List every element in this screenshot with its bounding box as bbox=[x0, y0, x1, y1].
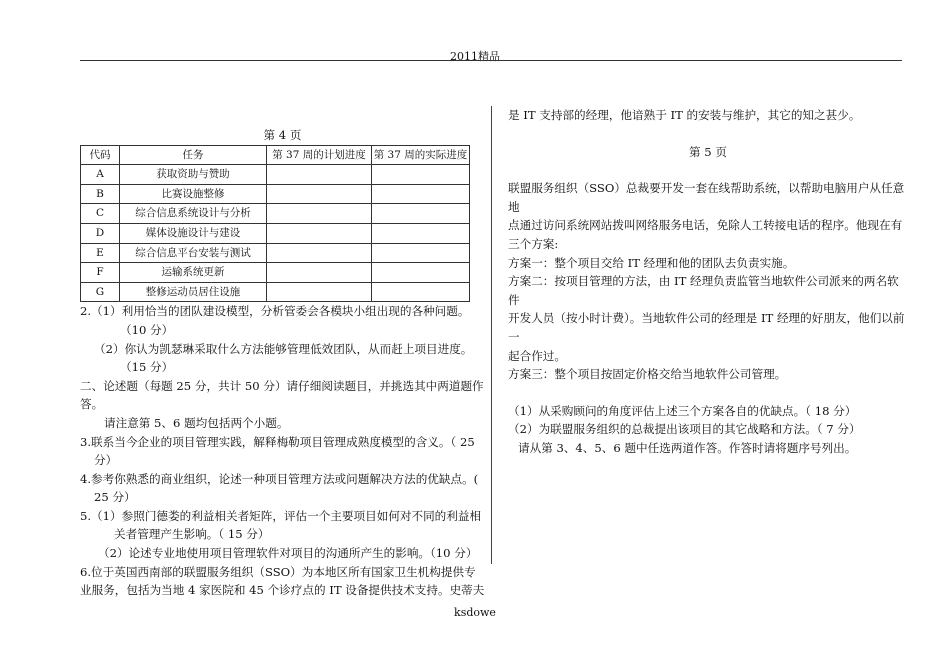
row-planned bbox=[267, 184, 372, 204]
row-planned bbox=[267, 204, 372, 224]
row-actual bbox=[372, 165, 470, 185]
row-task: 媒体设施设计与建设 bbox=[120, 223, 267, 243]
option-1: 方案一：整个项目交给 IT 经理和他的团队去负责实施。 bbox=[508, 255, 795, 270]
header-task: 任务 bbox=[120, 145, 267, 165]
question-2-1-score: （10 分） bbox=[120, 322, 174, 337]
column-divider bbox=[491, 106, 492, 564]
table-row bbox=[81, 165, 470, 185]
question-6-2: （2）为联盟服务组织的总裁提出该项目的其它战略和方法。（ 7 分） bbox=[508, 422, 861, 437]
page-footer: ksdowe bbox=[454, 606, 496, 619]
left-column bbox=[80, 126, 485, 600]
row-code: B bbox=[81, 184, 120, 204]
question-6-line-1: 6.位于英国西南部的联盟服务组织（SSO）为本地区所有国家卫生机构提供专 bbox=[80, 564, 476, 579]
row-task: 比赛设施整修 bbox=[120, 184, 267, 204]
row-planned bbox=[267, 165, 372, 185]
row-actual bbox=[372, 223, 470, 243]
row-planned bbox=[267, 282, 372, 302]
row-code: C bbox=[81, 204, 120, 224]
option-2-line-3: 起合作过。 bbox=[508, 348, 566, 363]
table-row bbox=[81, 243, 470, 263]
row-task: 综合信息系统设计与分析 bbox=[120, 204, 267, 224]
table-row bbox=[81, 223, 470, 243]
question-6-line-2: 业服务，包括为当地 4 家医院和 45 个诊疗点的 IT 设备提供技术支持。史蒂夫 bbox=[80, 583, 485, 598]
question-5-1: 5.（1）参照门德娄的利益相关者矩阵，评估一个主要项目如何对不同的利益相 bbox=[80, 508, 482, 523]
row-planned bbox=[267, 263, 372, 283]
question-3: 3.联系当今企业的项目管理实践，解释梅勒项目管理成熟度模型的含义。（ 25 bbox=[80, 434, 475, 449]
scenario-line-2: 点通过访问系统网站拨叫网络服务电话，免除人工转接电话的程序。他现在有 bbox=[508, 218, 903, 233]
header-code: 代码 bbox=[81, 145, 120, 165]
task-progress-table bbox=[80, 145, 470, 303]
row-actual bbox=[372, 243, 470, 263]
page-5-label: 第 5 页 bbox=[689, 144, 727, 159]
row-actual bbox=[372, 204, 470, 224]
section-2-heading: 二、论述题（每题 25 分，共计 50 分）请仔细阅读题目，并挑选其中两道题作答。 bbox=[80, 378, 484, 412]
question-5-2: （2）论述专业地使用项目管理软件对项目的沟通所产生的影响。（10 分） bbox=[98, 546, 478, 561]
row-task: 整修运动员居住设施 bbox=[120, 282, 267, 302]
section-2-note: 请注意第 5、6 题均包括两个小题。 bbox=[104, 415, 289, 430]
option-2-line-2: 开发人员（按小时计费）。当地软件公司的经理是 IT 经理的好朋友，他们以前一 bbox=[508, 311, 905, 344]
row-task: 综合信息平台安装与测试 bbox=[120, 243, 267, 263]
page-header-title: 2011精品 bbox=[450, 50, 500, 63]
table-row bbox=[81, 184, 470, 204]
row-code: E bbox=[81, 243, 120, 263]
row-planned bbox=[267, 243, 372, 263]
page-4-label: 第 4 页 bbox=[263, 128, 302, 142]
question-2-2-score: （15 分） bbox=[120, 360, 174, 375]
row-code: A bbox=[81, 165, 120, 185]
row-code: D bbox=[81, 223, 120, 243]
header-actual: 第 37 周的实际进度 bbox=[372, 145, 470, 165]
row-actual bbox=[372, 282, 470, 302]
row-actual bbox=[372, 263, 470, 283]
question-2-1: 2.（1）利用恰当的团队建设模型，分析管委会各模块小组出现的各种问题。 bbox=[80, 304, 470, 319]
table-row bbox=[81, 204, 470, 224]
row-task: 运输系统更新 bbox=[120, 263, 267, 283]
question-6-1: （1）从采购顾问的角度评估上述三个方案各自的优缺点。（ 18 分） bbox=[508, 403, 857, 418]
table-row bbox=[81, 263, 470, 283]
row-task: 获取资助与赞助 bbox=[120, 165, 267, 185]
answer-instruction: 请从第 3、4、5、6 题中任选两道作答。作答时请将题序号列出。 bbox=[518, 440, 857, 455]
question-5-1-cont: 关者管理产生影响。（ 15 分） bbox=[114, 527, 270, 542]
row-code: F bbox=[81, 263, 120, 283]
question-6-continuation: 是 IT 支持部的经理，他谙熟于 IT 的安装与维护，其它的知之甚少。 bbox=[508, 108, 861, 122]
scenario-line-1: 联盟服务组织（SSO）总裁要开发一套在线帮助系统，以帮助电脑用户从任意地 bbox=[508, 181, 905, 214]
question-4: 4.参考你熟悉的商业组织，论述一种项目管理方法或问题解决方法的优缺点。( bbox=[80, 471, 479, 486]
option-3: 方案三：整个项目按固定价格交给当地软件公司管理。 bbox=[508, 367, 787, 382]
question-4-score: 25 分） bbox=[94, 490, 136, 505]
row-actual bbox=[372, 184, 470, 204]
header-planned: 第 37 周的计划进度 bbox=[267, 145, 372, 165]
question-3-score: 分） bbox=[94, 453, 118, 468]
scenario-line-3: 三个方案: bbox=[508, 236, 559, 251]
row-code: G bbox=[81, 282, 120, 302]
option-2-line-1: 方案二：按项目管理的方法，由 IT 经理负责监管当地软件公司派来的两名软件 bbox=[508, 274, 899, 307]
table-row bbox=[81, 282, 470, 302]
header-rule bbox=[80, 60, 902, 61]
row-planned bbox=[267, 223, 372, 243]
right-column bbox=[508, 106, 908, 458]
question-2-2: （2）你认为凯瑟琳采取什么方法能够管理低效团队，从而赶上项目进度。 bbox=[94, 341, 473, 356]
table-header-row bbox=[81, 145, 470, 165]
